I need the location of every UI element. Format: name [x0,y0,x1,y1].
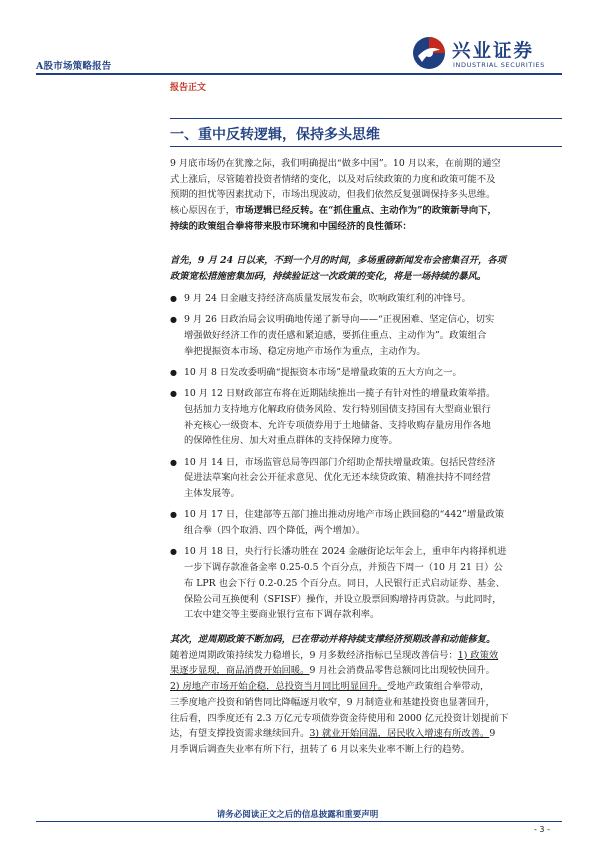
list-item [170,455,562,502]
bullet-line: 的保障性住房、加大对重点群体的支持保障力度等。 [184,435,398,447]
logo-chinese-name: 兴业证券 [452,41,535,62]
first-point-line: 政策宽松措施密集加码，持续验证这一次政策的变化，将是一场持续的暴风。 [170,270,487,282]
second-text: 随着逆周期政策持续发力稳增长，9 月多数经济指标已呈现改善信号： [170,649,458,661]
policy-bullet-list [170,291,562,629]
bullet-line: 布 LPR 也会下行 0.2-0.25 个百分点。同日，人民银行正式启动证券、基金、 [184,577,505,589]
bullet-icon: ● [170,368,177,377]
bullet-line: 10 月 17 日，住建部等五部门推出推动房地产市场止跌回稳的“442”增量政策 [184,509,505,521]
second-text: 受地产政策组合拳带动， [387,681,490,693]
bullet-icon: ● [170,510,177,520]
bullet-line: 9 月 24 日金融支持经济高质量发展发布会，吹响政策红利的冲锋号。 [184,293,471,304]
second-underlined: 1) 政策效 [457,649,499,661]
second-underlined: 果逐步显现，商品消费开始回暖。 [170,665,310,677]
list-item [170,291,562,307]
bullet-icon: ● [170,547,177,557]
second-text: 9 月社会消费品零售总额同比出现较快回升。 [309,665,495,677]
report-series-title: A股市场策略报告 [36,61,112,72]
second-point-line [170,679,560,695]
bullet-line: 补充核心一级资本、允许专项债券用于土地储备、支持收购存量房用作各地 [184,419,491,431]
list-item [170,544,562,623]
second-point-paragraph [170,632,560,758]
second-point-heading: 其次，逆周期政策不断加码，已在带动并将持续支撑经济预期改善和动能修复。 [170,634,496,645]
first-point-line: 首先，9 月 24 日以来，不到一个月的时间，多场重磅新闻发布会密集召开，各项 [170,255,506,266]
list-item [170,312,562,359]
second-text: 9 [489,728,496,740]
logo-emblem-icon [412,36,446,70]
intro-line: 持续的政策组合拳将带来股市环境和中国经济的良性循环： [170,220,412,232]
intro-line [170,203,560,219]
intro-emphasis: 市场逻辑已经反转。在“抓住重点、主动作为”的政策新导向下， [235,205,497,217]
bullet-line: 增强做好经济工作的责任感和紧迫感，要抓住重点、主动作为”。政策组合 [184,330,487,341]
section-title: 一、重中反转逻辑，保持多头思维 [170,127,380,143]
bullet-icon: ● [170,294,177,303]
company-logo [412,34,562,74]
first-point-paragraph [170,253,560,284]
bullet-line: 拳把提振资本市场、稳定房地产市场作为重点，主动作为。 [184,345,426,357]
bullet-icon: ● [170,315,177,325]
page-number: - 3 - [534,825,550,834]
bullet-line: 工农中建交等主要商业银行宣布下调存款利率。 [184,609,380,621]
intro-line: 式上涨后，尽管随着投资者情绪的变化，以及对后续政策的力度和政策可能不及 [170,173,496,185]
bullet-line: 包括加力支持地方化解政府债务风险、发行特别国债支持国有大型商业银行 [184,404,491,415]
second-point-line: 往后看，四季度还有 2.3 万亿元专项债券资金待使用和 2000 亿元投资计划提前下 [170,712,509,724]
intro-text: 核心原因在于， [170,205,236,217]
second-point-line [170,663,560,679]
report-body-label: 报告正文 [170,83,207,93]
second-text: 达，有望支撑投资需求继续回升。 [170,728,310,740]
list-item [170,386,562,449]
second-underlined: 3) 就业开始回温，居民收入增速有所改善。 [309,728,490,740]
bullet-line: 主体发展等。 [184,488,240,500]
second-point-line: 三季度地产投资和销售同比降幅逐月收窄，9 月制造业和基建投资也显著回升， [170,696,495,708]
bullet-line: 9 月 26 日政治局会议明确地传递了新导向——“正视困难、坚定信心，切实 [184,314,495,326]
bullet-line: 一步下调存款准备金率 0.25-0.5 个百分点，并预告下周一（10 月 21 日）公 [184,562,503,574]
second-point-line: 月季调后调查失业率有所下行，扭转了 6 月以来失业率不断上行的趋势。 [170,743,471,755]
bullet-line: 10 月 14 日，市场监管总局等四部门介绍助企帮扶增量政策。包括民营经济 [184,456,496,468]
second-point-line [170,726,560,742]
bullet-line: 10 月 18 日，央行行长潘功胜在 2024 金融街论坛年会上，重申年内将择机进 [184,546,507,558]
disclaimer-note: 请务必阅读正文之后的信息披露和重要声明 [216,810,379,820]
logo-english-name: INDUSTRIAL SECURITIES [453,61,545,69]
intro-paragraph [170,156,560,235]
bullet-line: 10 月 12 日财政部宣布将在近期陆续推出一揽子有针对性的增量政策举措。 [184,388,496,400]
intro-line: 预期的担忧等因素扰动下，市场出现波动，但我们依然反复强调保持多头思维。 [170,189,496,201]
second-underlined: 2) 房地产市场开始企稳，总投资当月同比明显回升。 [170,681,388,693]
footer-divider [36,821,562,822]
bullet-icon: ● [170,457,177,467]
bullet-line: 组合拳（四个取消、四个降低，两个增加）。 [184,525,366,537]
second-point-line [170,648,560,664]
section-bottom-rule [170,146,562,147]
bullet-line: 促进法草案向社会公开征求意见、优化无还本续贷政策、精准扶持不同经营 [184,472,491,484]
bullet-icon: ● [170,389,177,399]
list-item [170,507,562,538]
list-item [170,365,562,381]
bullet-line: 保险公司互换便利（SFISF）操作，并设立股票回购增持再贷款。与此同时， [184,593,502,605]
section-top-rule [170,118,562,119]
bullet-line: 10 月 8 日发改委明确“提振资本市场”是增量政策的五大方向之一。 [184,367,462,378]
intro-line: 9 月底市场仍在犹豫之际，我们明确提出“做多中国”。10 月以来，在前期的通空 [170,158,501,169]
header-divider [36,73,562,75]
